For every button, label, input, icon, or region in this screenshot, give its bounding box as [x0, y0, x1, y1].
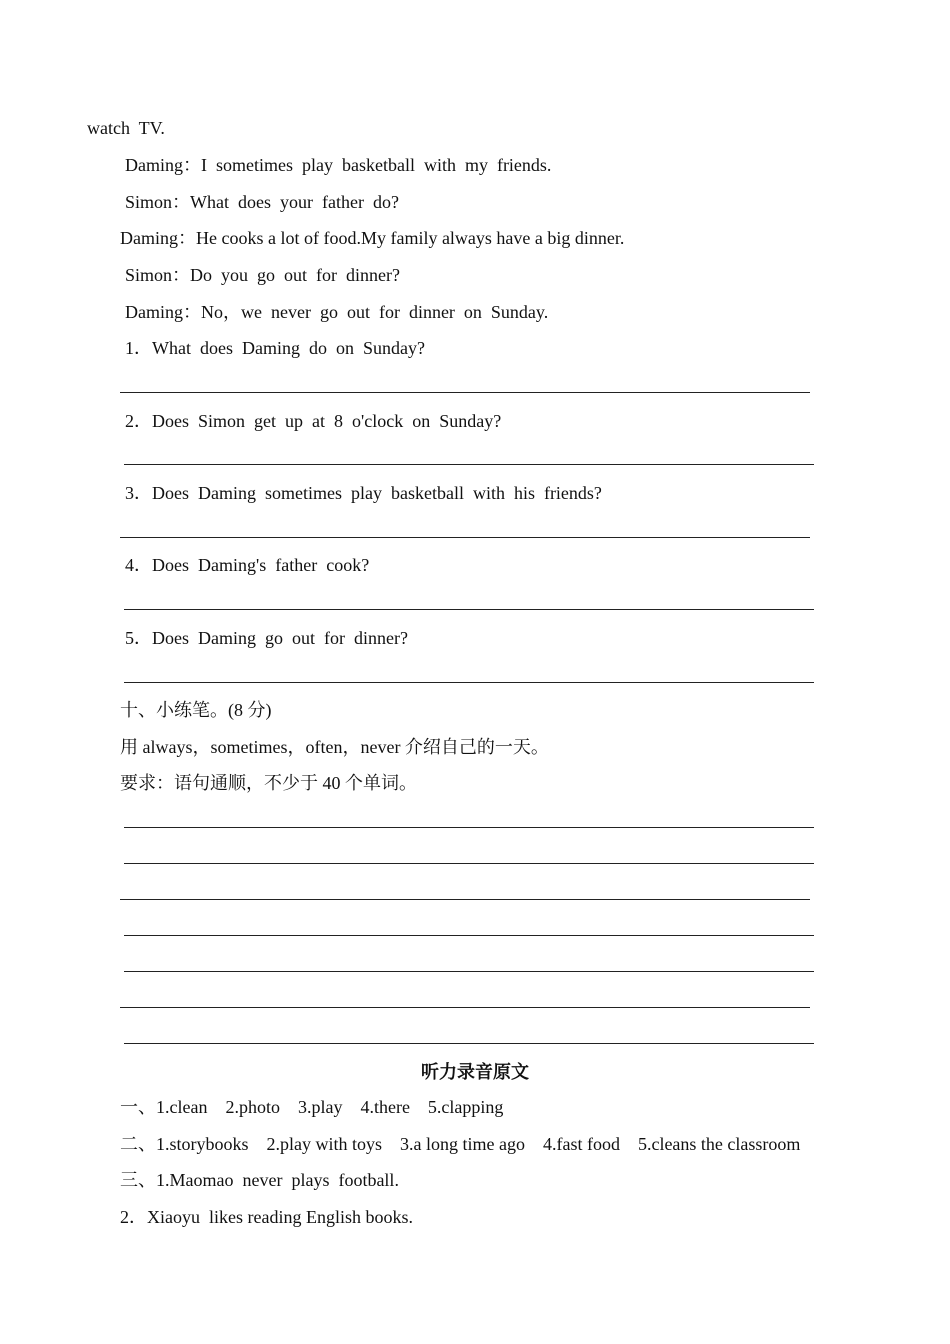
question-2: 2．Does Simon get up at 8 o'clock on Sunday? — [125, 411, 502, 431]
dialogue-line: Daming：No，we never go out for dinner on Sunday. — [125, 302, 549, 322]
writing-line[interactable] — [124, 863, 814, 864]
transcript-title: 听力录音原文 — [421, 1062, 529, 1082]
section-10-instruction: 用 always，sometimes，often，never 介绍自己的一天。 — [120, 737, 549, 757]
transcript-line: 二、1.storybooks 2.play with toys 3.a long time ago 4.fast food 5.cleans the classroom — [120, 1134, 801, 1154]
answer-line[interactable] — [124, 682, 814, 683]
dialogue-line: Simon：What does your father do? — [125, 192, 399, 212]
transcript-line: 一、1.clean 2.photo 3.play 4.there 5.clapping — [120, 1097, 504, 1117]
answer-line[interactable] — [120, 392, 810, 393]
writing-line[interactable] — [124, 1043, 814, 1044]
question-3: 3．Does Daming sometimes play basketball with his friends? — [125, 483, 602, 503]
dialogue-line: Simon：Do you go out for dinner? — [125, 265, 400, 285]
question-5: 5．Does Daming go out for dinner? — [125, 628, 408, 648]
answer-line[interactable] — [124, 464, 814, 465]
answer-line[interactable] — [120, 537, 810, 538]
transcript-line: 三、1.Maomao never plays football. — [120, 1170, 399, 1190]
dialogue-line: watch TV. — [87, 118, 165, 138]
question-4: 4．Does Daming's father cook? — [125, 555, 370, 575]
writing-line[interactable] — [120, 899, 810, 900]
writing-line[interactable] — [124, 935, 814, 936]
dialogue-line: Daming：I sometimes play basketball with my friends. — [125, 155, 552, 175]
writing-line[interactable] — [124, 827, 814, 828]
section-10-title: 十、小练笔。(8 分) — [120, 700, 272, 720]
writing-line[interactable] — [124, 971, 814, 972]
dialogue-line: Daming：He cooks a lot of food.My family always have a big dinner. — [120, 228, 625, 248]
section-10-requirement: 要求：语句通顺，不少于 40 个单词。 — [120, 773, 417, 793]
writing-line[interactable] — [120, 1007, 810, 1008]
transcript-line: 2．Xiaoyu likes reading English books. — [120, 1207, 413, 1227]
answer-line[interactable] — [124, 609, 814, 610]
question-1: 1．What does Daming do on Sunday? — [125, 338, 425, 358]
